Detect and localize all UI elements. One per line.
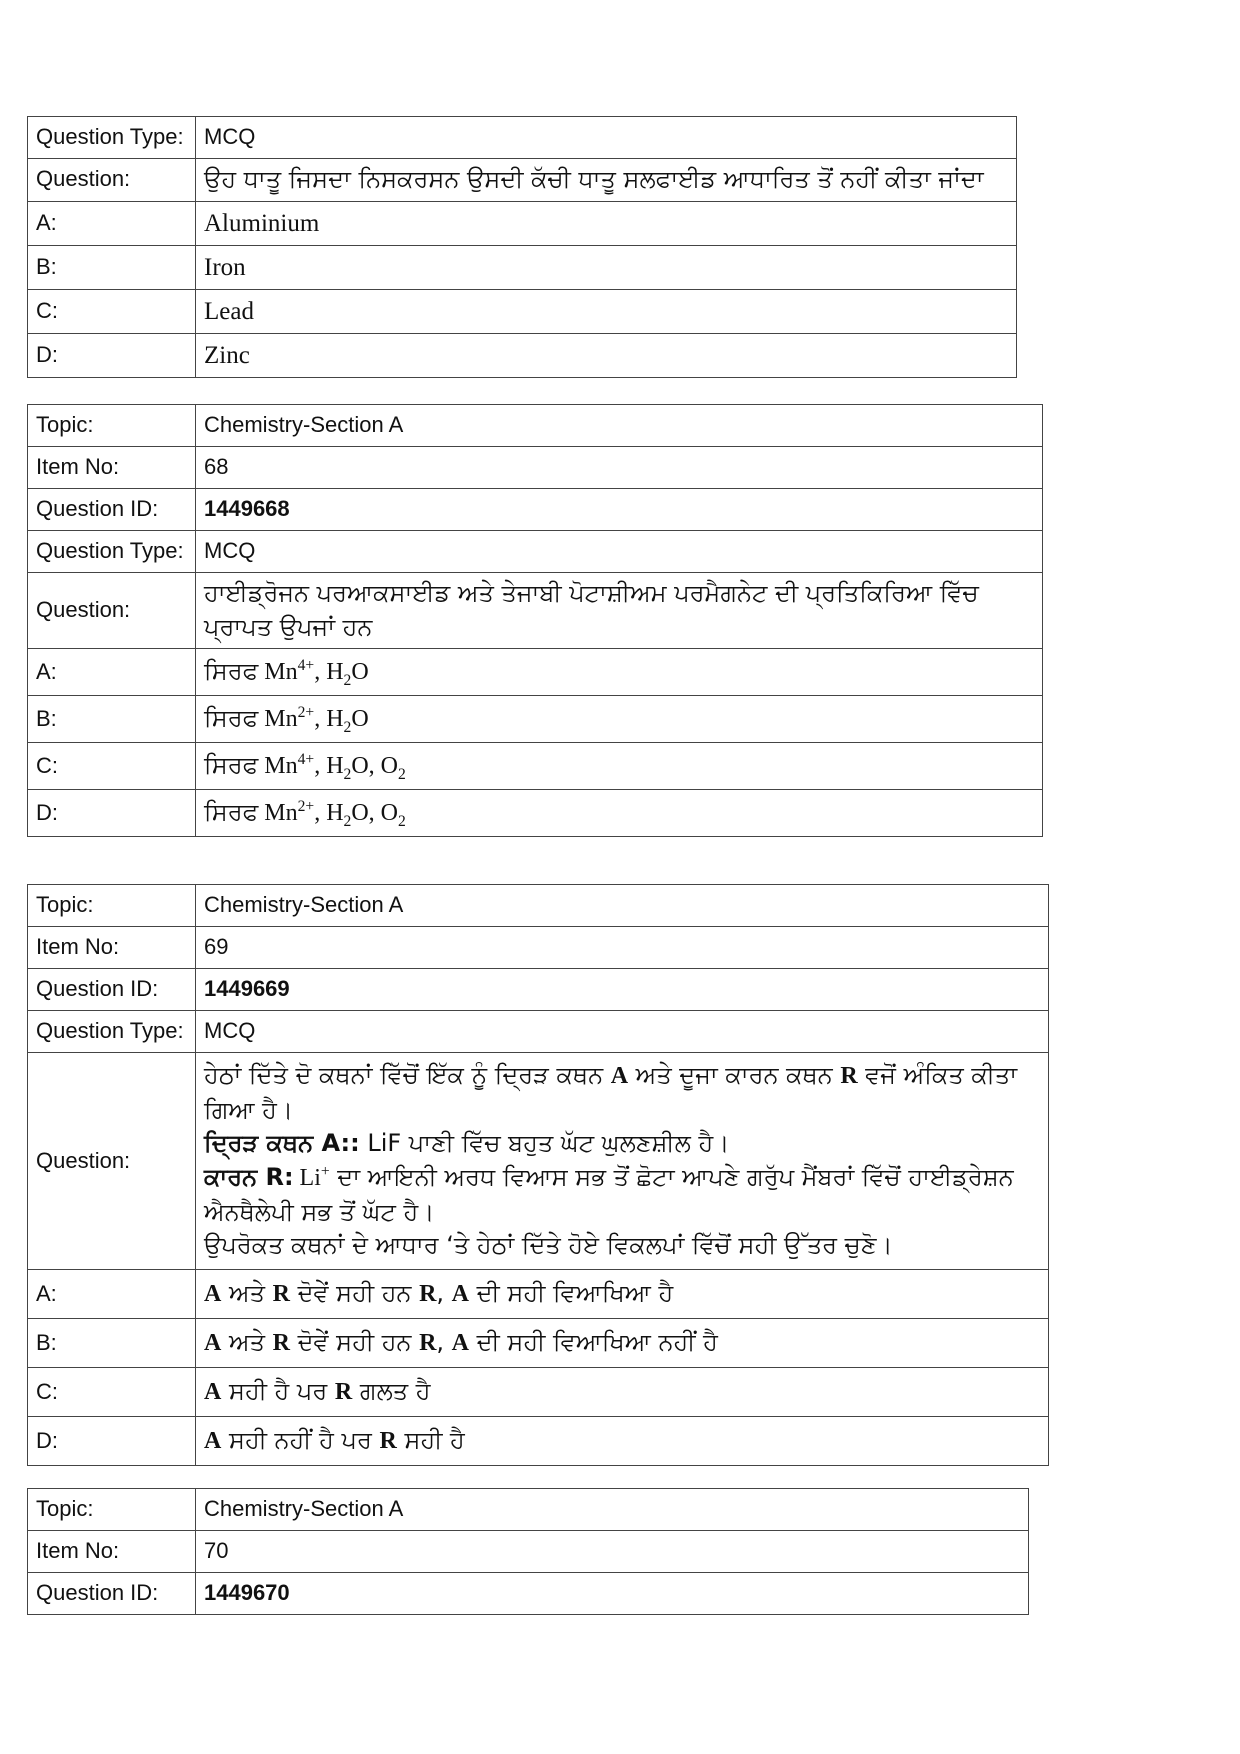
text-part: R [419, 1329, 437, 1356]
text-part: , [436, 1327, 452, 1356]
option-text-part: ਸਿਰਫ Mn [204, 799, 298, 826]
subscript: 2 [398, 765, 406, 783]
topic-label: Topic: [28, 1489, 196, 1531]
option-text-part: , H [314, 658, 344, 685]
text-part: A [204, 1329, 222, 1356]
option-text-part: O, O [351, 752, 399, 779]
option-b-text [196, 1319, 1049, 1368]
text-part: A [204, 1378, 222, 1405]
table-row [28, 1531, 1029, 1573]
option-text-part: ਸਿਰਫ Mn [204, 658, 298, 685]
question-label: Question: [28, 1053, 196, 1270]
text-part: ਦੋਵੇਂ ਸਹੀ ਹਨ [289, 1278, 420, 1307]
row-label: B: [28, 245, 196, 289]
table-row [28, 333, 1017, 377]
question-type-value: MCQ [196, 1011, 1049, 1053]
option-a-text: Aluminium [196, 201, 1017, 245]
text-part: ਅਤੇ [221, 1278, 273, 1307]
question-id-value: 1449669 [196, 969, 1049, 1011]
topic-label: Topic: [28, 405, 196, 447]
option-b-label: B: [28, 696, 196, 743]
option-c-text: Lead [196, 289, 1017, 333]
table-row [28, 245, 1017, 289]
text-part: A [451, 1280, 470, 1307]
question-table-69 [27, 884, 1049, 1466]
option-d-label: D: [28, 1417, 196, 1466]
charge-sup: 2+ [297, 797, 315, 815]
table-row [28, 489, 1043, 531]
text-part: A [204, 1280, 222, 1307]
row-label: C: [28, 289, 196, 333]
table-row [28, 201, 1017, 245]
option-d-text: Zinc [196, 333, 1017, 377]
option-text-part: , H [314, 752, 344, 779]
charge-sup: 4+ [297, 750, 315, 768]
table-row [28, 696, 1043, 743]
question-table-70 [27, 1488, 1029, 1615]
table-row [28, 1489, 1029, 1531]
option-c-label: C: [28, 743, 196, 790]
question-type-label: Question Type: [28, 531, 196, 573]
text-part: R [272, 1329, 290, 1356]
subscript: 2 [343, 765, 352, 783]
text-part: ਅਤੇ [221, 1327, 273, 1356]
table-row [28, 1417, 1049, 1466]
item-no-value: 68 [196, 447, 1043, 489]
topic-value: Chemistry-Section A [196, 885, 1049, 927]
table-row [28, 969, 1049, 1011]
option-text-part: ਸਿਰਫ Mn [204, 705, 298, 732]
charge-sup: + [320, 1163, 330, 1180]
text-part: A [610, 1063, 629, 1090]
table-row [28, 159, 1017, 202]
table-row [28, 743, 1043, 790]
question-text: ਹਾਈਡ੍ਰੋਜਨ ਪਰਆਕਸਾਈਡ ਅਤੇ ਤੇਜਾਬੀ ਪੋਟਾਸ਼ੀਅਮ ਪਰਮੈਗਨੇਟ ਦੀ ਪ੍ਰਤਿਕਿਰਿਆ ਵਿੱਚ ਪ੍ਰਾਪਤ ਉਪਜਾਂ ਹਨ [196, 573, 1043, 649]
table-row [28, 1053, 1049, 1270]
option-c-text [196, 743, 1043, 790]
option-text-part: O [351, 705, 369, 732]
text-part: ਹੇਠਾਂ ਦਿੱਤੇ ਦੋ ਕਥਨਾਂ ਵਿੱਚੋਂ ਇੱਕ ਨੂੰ ਦ੍ਰਿੜ ਕਥਨ [204, 1061, 611, 1090]
topic-value: Chemistry-Section A [196, 405, 1043, 447]
table-row [28, 531, 1043, 573]
subscript: 2 [343, 718, 352, 736]
question-type-label: Question Type: [28, 1011, 196, 1053]
table-row [28, 790, 1043, 837]
text-part: , [436, 1278, 452, 1307]
item-no-value: 70 [196, 1531, 1029, 1573]
table-row [28, 885, 1049, 927]
text-part: ਦੋਵੇਂ ਸਹੀ ਹਨ [289, 1327, 420, 1356]
text-part: R [379, 1427, 397, 1454]
table-row [28, 117, 1017, 159]
text-part: ਸਹੀ ਹੈ [396, 1425, 465, 1454]
question-line-instruction: ਉਪਰੋਕਤ ਕਥਨਾਂ ਦੇ ਆਧਾਰ ‘ਤੇ ਹੇਠਾਂ ਦਿੱਤੇ ਹੋਏ ਵਿਕਲਪਾਂ ਵਿੱਚੋਂ ਸਹੀ ਉੱਤਰ ਚੁਣੋ। [204, 1231, 893, 1260]
question-type-value: MCQ [196, 117, 1017, 159]
option-b-label: B: [28, 1319, 196, 1368]
row-label: D: [28, 333, 196, 377]
reason-label: ਕਾਰਨ R: [204, 1163, 294, 1191]
option-text-part: , H [314, 705, 344, 732]
row-label: A: [28, 201, 196, 245]
charge-sup: 2+ [297, 703, 315, 721]
option-text-part: O [351, 658, 369, 685]
question-text: ਉਹ ਧਾਤੂ ਜਿਸਦਾ ਨਿਸਕਰਸਨ ਉਸਦੀ ਕੱਚੀ ਧਾਤੂ ਸਲਫਾਈਡ ਆਧਾਰਿਤ ਤੋਂ ਨਹੀਂ ਕੀਤਾ ਜਾਂਦਾ [196, 159, 1017, 202]
reason-text: ਦਾ ਆਇਨੀ ਅਰਧ ਵਿਆਸ ਸਭ ਤੋਂ ਛੋਟਾ ਆਪਣੇ ਗਰੁੱਪ ਮੈਂਬਰਾਂ ਵਿੱਚੋਂ ਹਾਈਡ੍ਰੇਸ਼ਨ ਐਨਥੈਲੇਪੀ ਸਭ ਤੋਂ ਘੱਟ ਹੈ। [204, 1163, 1014, 1226]
table-row [28, 649, 1043, 696]
option-a-label: A: [28, 1270, 196, 1319]
assertion-text: LiF ਪਾਣੀ ਵਿੱਚ ਬਹੁਤ ਘੱਟ ਘੁਲਣਸ਼ੀਲ ਹੈ। [359, 1129, 730, 1158]
table-row [28, 927, 1049, 969]
question-table-68 [27, 404, 1043, 837]
question-line-reason [204, 1161, 1040, 1229]
option-text-part: O, O [351, 799, 399, 826]
topic-label: Topic: [28, 885, 196, 927]
table-row [28, 1011, 1049, 1053]
option-d-text [196, 1417, 1049, 1466]
option-a-text [196, 1270, 1049, 1319]
text-part: A [451, 1329, 470, 1356]
topic-value: Chemistry-Section A [196, 1489, 1029, 1531]
question-text [196, 1053, 1049, 1270]
item-no-label: Item No: [28, 447, 196, 489]
charge-sup: 4+ [297, 656, 315, 674]
table-row [28, 1319, 1049, 1368]
option-text-part: ਸਿਰਫ Mn [204, 752, 298, 779]
question-line-intro [204, 1059, 1040, 1127]
text-part: ਵਜੋਂ ਅੰਕਿਤ ਕੀਤਾ ਗਿਆ ਹੈ। [204, 1061, 1018, 1124]
text-part: ਦੀ ਸਹੀ ਵਿਆਖਿਆ ਹੈ [469, 1278, 674, 1307]
text-part: R [272, 1280, 290, 1307]
text-part: ਸਹੀ ਨਹੀਂ ਹੈ ਪਰ [221, 1425, 380, 1454]
table-row [28, 1573, 1029, 1615]
subscript: 2 [343, 671, 352, 689]
item-no-label: Item No: [28, 927, 196, 969]
text-part: ਦੀ ਸਹੀ ਵਿਆਖਿਆ ਨਹੀਂ ਹੈ [469, 1327, 718, 1356]
question-id-label: Question ID: [28, 969, 196, 1011]
option-b-text [196, 696, 1043, 743]
row-label: Question: [28, 159, 196, 202]
subscript: 2 [398, 812, 406, 830]
question-id-label: Question ID: [28, 489, 196, 531]
text-part: R [840, 1063, 858, 1090]
question-type-value: MCQ [196, 531, 1043, 573]
subscript: 2 [343, 812, 352, 830]
question-id-value: 1449668 [196, 489, 1043, 531]
text-part: ਗਲਤ ਹੈ [352, 1376, 431, 1405]
table-row [28, 289, 1017, 333]
table-row [28, 1368, 1049, 1417]
question-label: Question: [28, 573, 196, 649]
table-row [28, 447, 1043, 489]
text-part: Li [293, 1165, 321, 1191]
text-part: ਸਹੀ ਹੈ ਪਰ [221, 1376, 335, 1405]
question-id-label: Question ID: [28, 1573, 196, 1615]
option-a-label: A: [28, 649, 196, 696]
table-row [28, 405, 1043, 447]
item-no-label: Item No: [28, 1531, 196, 1573]
option-text-part: , H [314, 799, 344, 826]
text-part: R [419, 1280, 437, 1307]
text-part: R [334, 1378, 353, 1405]
table-row [28, 573, 1043, 649]
question-line-assertion [204, 1127, 1040, 1161]
row-label: Question Type: [28, 117, 196, 159]
text-part: A [204, 1427, 222, 1454]
option-c-text [196, 1368, 1049, 1417]
question-table-67 [27, 116, 1017, 378]
item-no-value: 69 [196, 927, 1049, 969]
question-id-value: 1449670 [196, 1573, 1029, 1615]
option-b-text: Iron [196, 245, 1017, 289]
option-d-label: D: [28, 790, 196, 837]
text-part: ਅਤੇ ਦੂਜਾ ਕਾਰਨ ਕਥਨ [628, 1061, 841, 1090]
option-a-text [196, 649, 1043, 696]
option-d-text [196, 790, 1043, 837]
option-c-label: C: [28, 1368, 196, 1417]
assertion-label: ਦ੍ਰਿੜ ਕਥਨ A:: [204, 1129, 360, 1158]
table-row [28, 1270, 1049, 1319]
